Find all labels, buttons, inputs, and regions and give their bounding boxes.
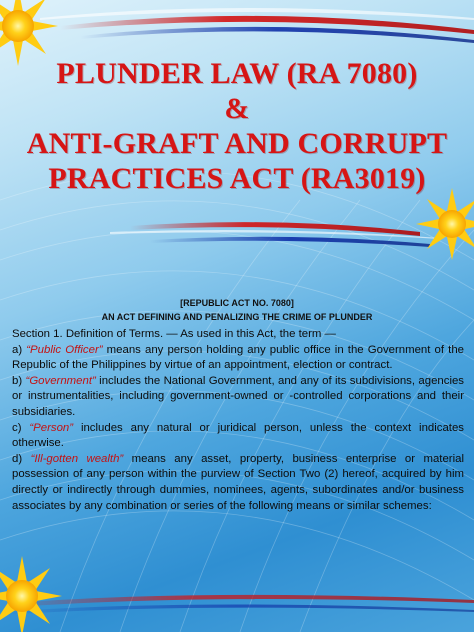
item-prefix: b) — [12, 374, 26, 387]
title-line-2: & — [224, 92, 250, 125]
slide-title — [0, 56, 474, 196]
definition-text: means any person holding any public office in the Government of the Republic of the Philippines by virtue of an appointment, election or contract. — [12, 343, 465, 372]
definitions-body — [12, 327, 464, 514]
definition-text: includes any natural or juridical person, unless the context indicates otherwise. — [12, 421, 465, 450]
item-prefix: d) — [12, 452, 31, 465]
top-streaks — [40, 8, 474, 43]
definition-a — [12, 343, 464, 374]
defined-term: “Ill-gotten wealth” — [30, 452, 124, 465]
bottom-streaks — [0, 595, 474, 615]
item-prefix: a) — [12, 343, 27, 356]
defined-term: “Government” — [25, 374, 96, 387]
definition-d — [12, 452, 464, 514]
definition-b — [12, 374, 464, 421]
sun-bottom-left-icon — [0, 556, 62, 632]
title-line-1: PLUNDER LAW (RA 7080) — [56, 57, 418, 90]
act-header — [0, 296, 474, 324]
item-prefix: c) — [12, 421, 30, 434]
act-number: [REPUBLIC ACT NO. 7080] — [180, 298, 294, 308]
title-line-4: PRACTICES ACT (RA3019) — [48, 162, 426, 195]
definition-c — [12, 421, 464, 452]
definition-text: includes the National Government, and any of its subdivisions, agencies or instrumentalities, including government-owned or -controlled corporations and their subsidiaries. — [12, 374, 465, 418]
sun-right-icon — [416, 188, 474, 260]
defined-term: “Public Officer” — [26, 343, 103, 356]
act-subtitle: AN ACT DEFINING AND PENALIZING THE CRIME OF PLUNDER — [101, 312, 373, 322]
definition-text: means any asset, property, business enterprise or material possession of any person within the purview of Section Two (2) hereof, acquired by him directly or indirectly through dummies, nominees, agents, subordinates and/or business associates by any combination or series of the following means or similar schemes: — [12, 452, 464, 512]
defined-term: “Person” — [29, 421, 74, 434]
title-line-3: ANTI-GRAFT AND CORRUPT — [26, 127, 448, 160]
section-intro: Section 1. Definition of Terms. — As used in this Act, the term — — [12, 328, 336, 340]
middle-streaks — [110, 222, 440, 247]
